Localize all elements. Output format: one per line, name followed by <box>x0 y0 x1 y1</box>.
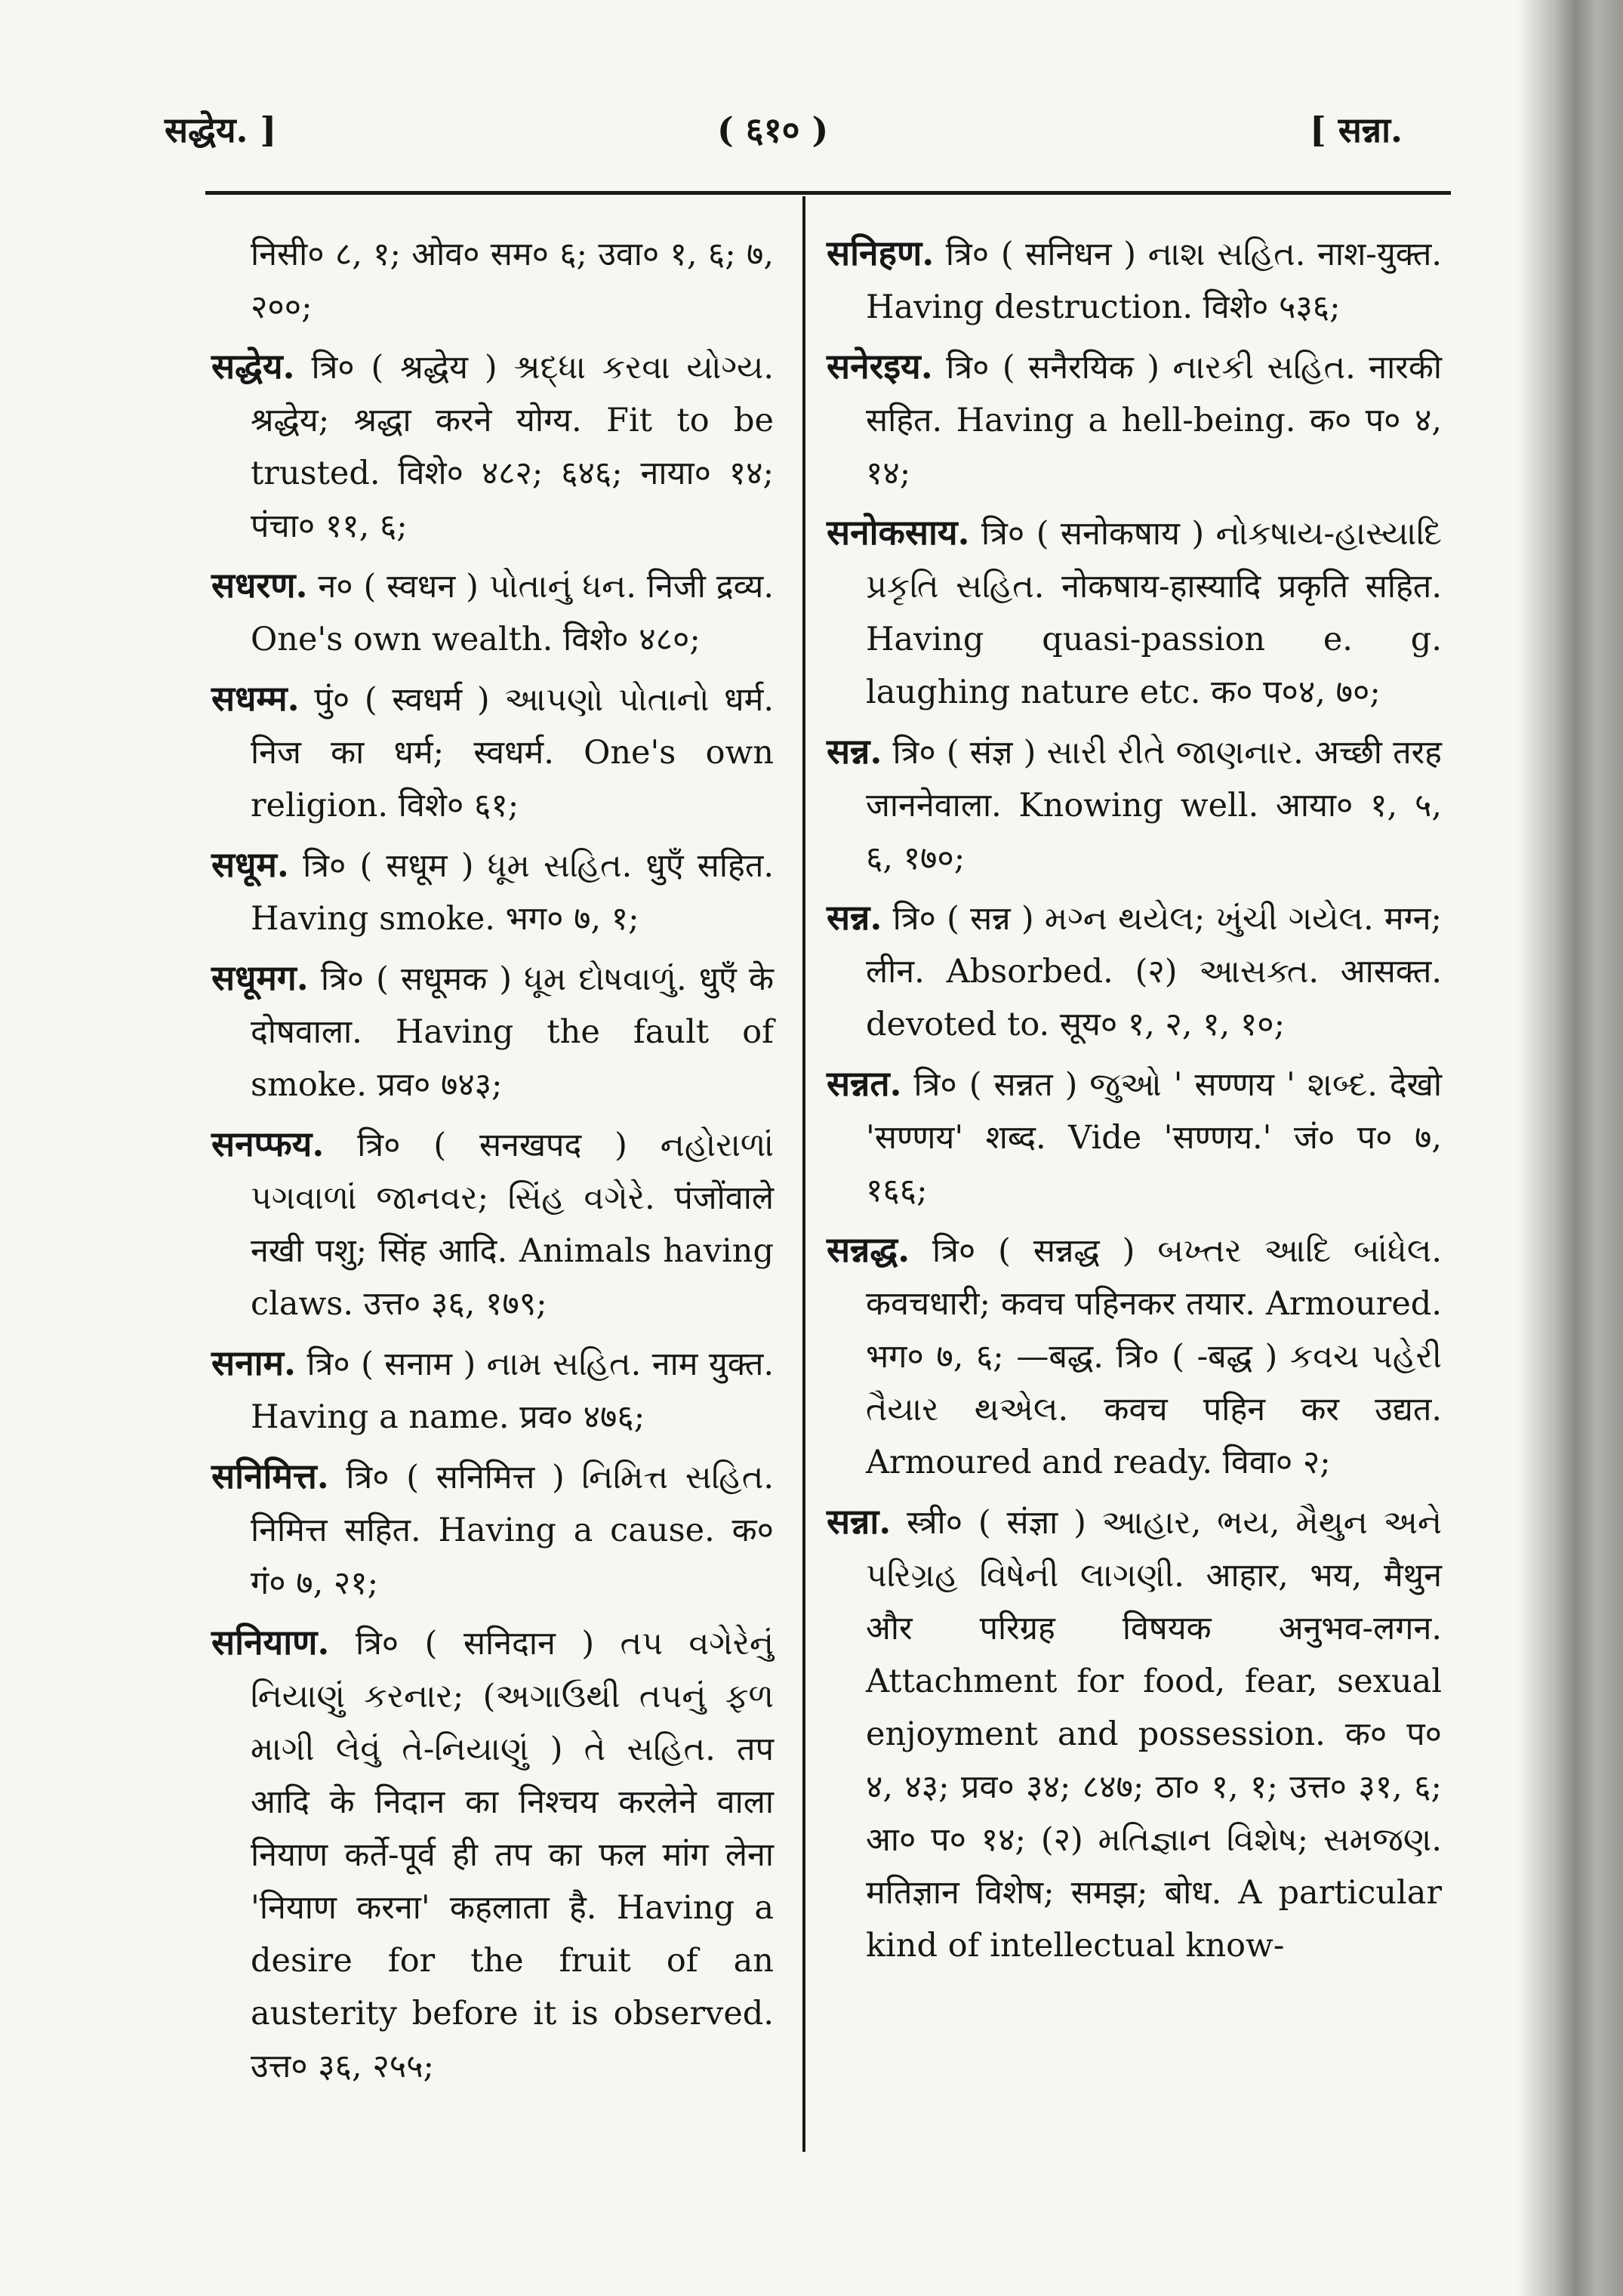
entry-body: स्त्री० ( संज्ञा ) આહાર, ભય, મૈથુન અને પરિગ્રહ વિષેની લાગણી. आहार, भय, मैथुन और परिग्रह विषयक अनुभव-लगन. Attachment for food, fear, sexual enjoyment and possession. क० प० ४, ४३; प्रव० ३४; ८४७; ठा० १, १; उत्त० ३१, ६; आ० प० १४; (२) મતિજ્ઞાન વિશેષ; સમજણ. मतिज्ञान विशेष; समझ; बोध. A particular kind of intellectual know- <box>866 1504 1442 1965</box>
dictionary-entry <box>827 891 1442 1051</box>
entry-body: त्रि० ( संज्ञ ) સારી રીતે જાણનાર. अच्छी तरह जाननेवाला. Knowing well. आया० १, ५, ६, १७०; <box>866 734 1443 877</box>
headword: सन्ना. <box>827 1501 892 1542</box>
entry-body: त्रि० ( सन्न ) મગ્ન થયેલ; ખુંચી ગયેલ. मग्न; लीन. Absorbed. (२) આસક્ત. आसक्त. devoted to. सूय० १, २, १, १०; <box>866 900 1443 1043</box>
entry-body: त्रि० ( सनिदान ) તપ વગેરેનું નિયાણું કરનાર; (અગાઉથી તપનું ફળ માગી લેવું તે-નિયાણું ) તે સહિત. तप आदि के निदान का निश्चय करलेने वाला नियाण कर्ते-पूर्व ही तप का फल मांग लेना 'नियाण करना' कहलाता है. Having a desire for the fruit of an austerity before it is observed. उत्त० ३६, २५५; <box>251 1625 774 2085</box>
headword: सद्धेय. <box>211 346 295 387</box>
headword: सधरण. <box>211 565 308 606</box>
dictionary-entry <box>827 506 1442 719</box>
dictionary-entry <box>827 1057 1442 1217</box>
header-right-guideword: [ सन्ना. <box>1310 109 1403 150</box>
page-edge-shadow <box>1517 0 1623 2296</box>
headword: सन्न. <box>827 731 882 772</box>
dictionary-entry <box>827 340 1442 500</box>
dictionary-entry <box>211 672 774 832</box>
column-divider <box>802 196 805 2152</box>
dictionary-entry <box>827 1223 1442 1489</box>
dictionary-entry <box>211 340 774 553</box>
dictionary-entry <box>211 227 774 334</box>
page-number: ( ६१० ) <box>717 109 829 150</box>
entry-body: त्रि० ( सधूमक ) ધૂમ દોષવાળું. धुएँ के दोषवाला. Having the fault of smoke. प्रव० ७४३; <box>251 960 775 1104</box>
dictionary-entry <box>211 951 774 1111</box>
entry-body: त्रि० ( सधूम ) ધૂમ સહિત. धुएँ सहित. Having smoke. भग० ७, १; <box>251 847 775 938</box>
dictionary-entry <box>211 1616 774 2093</box>
entry-body: त्रि० ( सनाम ) નામ સહિત. नाम युक्त. Having a name. प्रव० ४७६; <box>251 1345 774 1436</box>
headword: सनिमित्त. <box>211 1456 329 1496</box>
entry-body: निसी० ८, १; ओव० सम० ६; उवा० १, ६; ७, २००; <box>251 236 774 326</box>
dictionary-entry <box>211 838 774 945</box>
dictionary-entry <box>211 1117 774 1330</box>
dictionary-entry <box>827 725 1442 885</box>
dictionary-entry <box>827 1495 1442 1972</box>
header-left-guideword: सद्धेय. ] <box>165 109 277 150</box>
entry-body: त्रि० ( सनोकषाय ) નોકષાય-હાસ્યાદિ પ્રકૃતિ સહિત. नोकषाय-हास्यादि प्रकृति सहित. Having quasi-passion e. g. laughing nature etc. क० प०४, ७०; <box>866 515 1442 711</box>
entry-body: त्रि० ( सनिधन ) નાશ સહિત. नाश-युक्त. Having destruction. विशे० ५३६; <box>866 236 1443 326</box>
headword: सन्नद्ध. <box>827 1229 910 1270</box>
entry-body: न० ( स्वधन ) પોતાનું ધન. निजी द्रव्य. One's own wealth. विशे० ४८०; <box>251 568 774 658</box>
dictionary-entry <box>827 227 1442 334</box>
headword: सनिहण. <box>827 233 935 273</box>
headword: सन्न. <box>827 897 882 938</box>
dictionary-entry <box>211 559 774 666</box>
headword: सनियाण. <box>211 1622 330 1663</box>
headword: सनोकसाय. <box>827 512 970 553</box>
entry-body: त्रि० ( सन्नद्ध ) બખ્તર આદિ બાંધેલ. कवचधारी; कवच पहिनकर तयार. Armoured. भग० ७, ६; —बद्ध. त्रि० ( -बद्ध ) કવચ પહેરી તૈયાર થએલ. कवच पहिन कर उद्यत. Armoured and ready. विवा० २; <box>866 1232 1442 1481</box>
headword: सधम्म. <box>211 678 300 719</box>
headword: सनप्फय. <box>211 1123 325 1164</box>
entry-body: त्रि० ( सनखपद ) નહોરાળાં પગવાળાં જાનવર; સિંહ વગેરે. पंजोंवाले नखी पशु; सिंह आदि. Animals having claws. उत्त० ३६, १७९; <box>251 1126 774 1323</box>
page-header <box>0 106 1623 166</box>
entry-body: पुं० ( स्वधर्म ) આપણો પોતાનો धर्म. निज का धर्म; स्वधर्म. One's own religion. विशे० ६१; <box>251 681 774 824</box>
right-column <box>827 227 1442 1978</box>
entry-body: त्रि० ( सनैरयिक ) નારકી સહિત. नारकी सहित. Having a hell-being. क० प० ४, १४; <box>866 349 1443 492</box>
dictionary-entry <box>211 1450 774 1610</box>
headword: सधूम. <box>211 844 289 885</box>
entry-body: त्रि० ( सनिमित्त ) નિમિત્ત સહિત. निमित्त सहित. Having a cause. क० गं० ७, २१; <box>251 1459 774 1602</box>
entry-body: त्रि० ( सन्नत ) જુઓ ' सण्णय ' શબ્દ. देखो 'सण्णय' शब्द. Vide 'सण्णय.' जं० प० ७, १६६; <box>866 1066 1442 1210</box>
headword: सनेरइय. <box>827 346 933 387</box>
headword: सनाम. <box>211 1342 297 1383</box>
left-column <box>211 227 774 2099</box>
headword: सन्नत. <box>827 1063 902 1104</box>
header-rule <box>205 191 1451 195</box>
dictionary-entry <box>211 1336 774 1444</box>
entry-body: त्रि० ( श्रद्धेय ) શ્રદ્ધા કરવા યોગ્ય. श्रद्धेय; श्रद्धा करने योग्य. Fit to be trusted. विशे० ४८२; ६४६; नाया० १४; पंचा० ११, ६; <box>251 349 774 545</box>
headword: सधूमग. <box>211 957 309 998</box>
